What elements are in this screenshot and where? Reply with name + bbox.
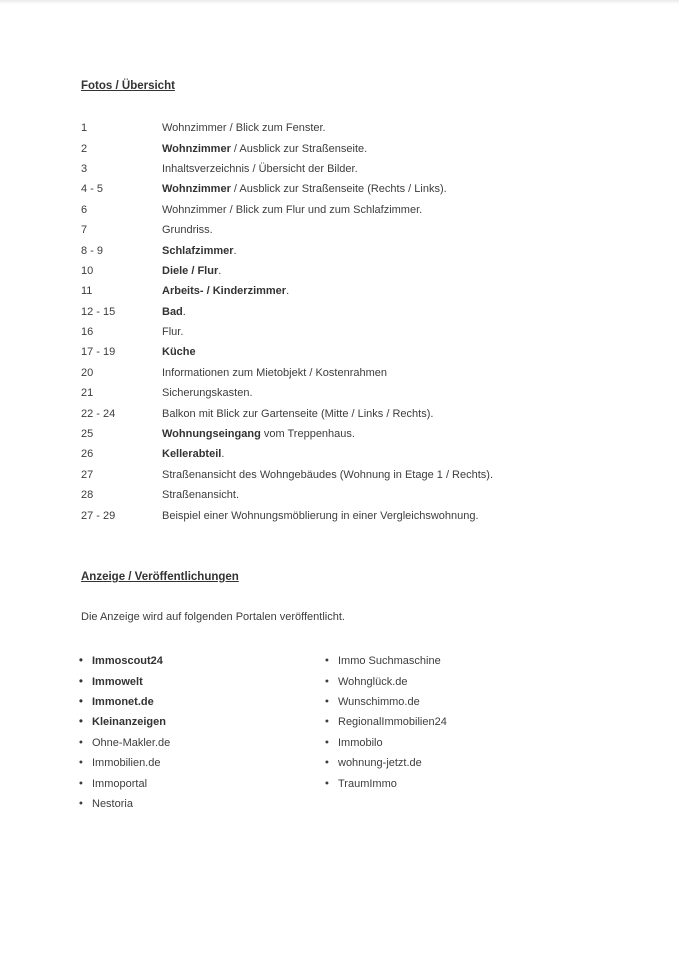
photo-number: 10 xyxy=(81,264,94,277)
photo-row xyxy=(81,220,621,240)
photo-description-bold: Wohnungseingang xyxy=(162,428,261,441)
photo-description-bold: Wohnzimmer xyxy=(162,142,231,155)
photo-row xyxy=(81,261,621,281)
photo-number: 21 xyxy=(81,387,94,400)
photo-row xyxy=(81,342,621,362)
photo-row xyxy=(81,363,621,383)
photo-row xyxy=(81,322,621,342)
photo-row xyxy=(81,403,621,423)
photo-description: Inhaltsverzeichnis / Übersicht der Bilder. xyxy=(162,162,358,175)
photo-row xyxy=(81,118,621,138)
photo-description: Balkon mit Blick zur Gartenseite (Mitte / Links / Rechts). xyxy=(162,407,434,420)
photo-number: 26 xyxy=(81,448,94,461)
photo-description-bold: Küche xyxy=(162,346,196,359)
photo-row xyxy=(81,159,621,179)
bullet-icon: • xyxy=(79,715,83,728)
portal-item: • Immo Suchmaschine xyxy=(325,654,441,668)
photo-description: Grundriss. xyxy=(162,224,213,237)
portal-item: • Ohne-Makler.de xyxy=(79,736,171,749)
photo-description: Wohnzimmer / Ausblick zur Straßenseite. xyxy=(162,142,368,155)
photo-description-bold: Diele / Flur xyxy=(162,264,219,277)
photo-description: Wohnzimmer / Ausblick zur Straßenseite (Rechts / Links). xyxy=(162,183,447,196)
photo-description-bold: Wohnzimmer xyxy=(162,183,231,196)
bullet-icon: • xyxy=(79,695,83,708)
portal-item: • wohnung-jetzt.de xyxy=(325,756,422,770)
portal-item: • Wohnglück.de xyxy=(325,674,408,688)
publications-intro-text: Die Anzeige wird auf folgenden Portalen veröffentlicht. xyxy=(81,611,345,623)
bullet-icon: • xyxy=(325,776,329,789)
photo-description: Kellerabteil. xyxy=(162,448,225,461)
bullet-icon: • xyxy=(79,776,83,789)
photo-row xyxy=(81,465,621,485)
bullet-icon: • xyxy=(79,797,83,810)
portal-item: • Immobilo xyxy=(325,736,383,749)
portal-list-left xyxy=(79,651,170,814)
portal-list-right xyxy=(325,651,447,794)
photo-description: Wohnzimmer / Blick zum Flur und zum Schlafzimmer. xyxy=(162,203,423,216)
photo-number: 25 xyxy=(81,428,94,441)
photo-row xyxy=(81,444,621,464)
photo-description-bold: Arbeits- / Kinderzimmer xyxy=(162,285,287,298)
photo-number: 2 xyxy=(81,142,88,155)
photo-number: 27 - 29 xyxy=(81,509,116,522)
photo-row xyxy=(81,485,621,505)
photo-number: 22 - 24 xyxy=(81,407,116,420)
photo-row xyxy=(81,424,621,444)
photo-number: 11 xyxy=(81,285,93,298)
photo-description: Bad. xyxy=(162,305,186,318)
photo-description: Sicherungskasten. xyxy=(162,387,253,400)
bullet-icon: • xyxy=(79,736,83,749)
photo-number: 8 - 9 xyxy=(81,244,104,257)
photo-number: 17 - 19 xyxy=(81,346,116,359)
bullet-icon: • xyxy=(79,756,83,769)
bullet-icon: • xyxy=(325,736,329,749)
photo-row xyxy=(81,281,621,301)
bullet-icon: • xyxy=(325,695,329,708)
photo-number: 4 - 5 xyxy=(81,183,104,196)
bullet-icon: • xyxy=(325,674,329,687)
photo-number: 7 xyxy=(81,224,88,237)
portal-item: • Immoscout24 xyxy=(79,654,163,668)
bullet-icon: • xyxy=(325,756,329,769)
photo-row xyxy=(81,505,621,525)
photo-list xyxy=(81,118,621,526)
page-top-edge xyxy=(0,0,679,4)
photo-number: 3 xyxy=(81,162,88,175)
photo-number: 28 xyxy=(81,489,94,502)
portal-item: • Immowelt xyxy=(79,674,143,688)
photo-description: Straßenansicht des Wohngebäudes (Wohnung in Etage 1 / Rechts). xyxy=(162,468,494,481)
photo-description: Schlafzimmer. xyxy=(162,244,237,257)
photo-description: Straßenansicht. xyxy=(162,489,240,502)
portal-item: • TraumImmo xyxy=(325,776,397,790)
bullet-icon: • xyxy=(325,654,329,667)
portal-item: • Kleinanzeigen xyxy=(79,715,166,729)
photo-description: Arbeits- / Kinderzimmer. xyxy=(162,285,290,298)
photo-description: Flur. xyxy=(162,326,184,339)
publications-section-heading: Anzeige / Veröffentlichungen xyxy=(81,571,239,583)
portal-item: • Nestoria xyxy=(79,797,133,810)
photo-row xyxy=(81,138,621,158)
photo-description: Diele / Flur. xyxy=(162,264,222,277)
photo-row xyxy=(81,383,621,403)
portal-item: • Immoportal xyxy=(79,776,148,790)
bullet-icon: • xyxy=(325,715,329,728)
bullet-icon: • xyxy=(79,674,83,687)
photo-number: 16 xyxy=(81,326,94,339)
photo-number: 1 xyxy=(81,122,88,135)
photo-description: Wohnzimmer / Blick zum Fenster. xyxy=(162,122,326,135)
bullet-icon: • xyxy=(79,654,83,667)
photo-description-bold: Kellerabteil xyxy=(162,448,222,461)
photo-number: 6 xyxy=(81,203,88,216)
photo-number: 27 xyxy=(81,468,94,481)
photo-description xyxy=(162,346,621,358)
photo-description: Informationen zum Mietobjekt / Kostenrahmen xyxy=(162,366,388,379)
portal-item: • Immobilien.de xyxy=(79,756,161,770)
portal-item: • RegionalImmobilien24 xyxy=(325,715,447,729)
photo-description-bold: Bad xyxy=(162,305,183,318)
photo-description: Wohnungseingang vom Treppenhaus. xyxy=(162,428,355,441)
portal-item: • Wunschimmo.de xyxy=(325,695,420,708)
photo-description-bold: Schlafzimmer xyxy=(162,244,234,257)
photo-number: 20 xyxy=(81,366,94,379)
photo-row xyxy=(81,200,621,220)
photo-description: Beispiel einer Wohnungsmöblierung in einer Vergleichswohnung. xyxy=(162,509,479,522)
photo-row xyxy=(81,179,621,199)
photo-row xyxy=(81,240,621,260)
photos-section-heading: Fotos / Übersicht xyxy=(81,80,175,92)
photo-number: 12 - 15 xyxy=(81,305,116,318)
photo-row xyxy=(81,302,621,322)
portal-item: • Immonet.de xyxy=(79,695,154,708)
